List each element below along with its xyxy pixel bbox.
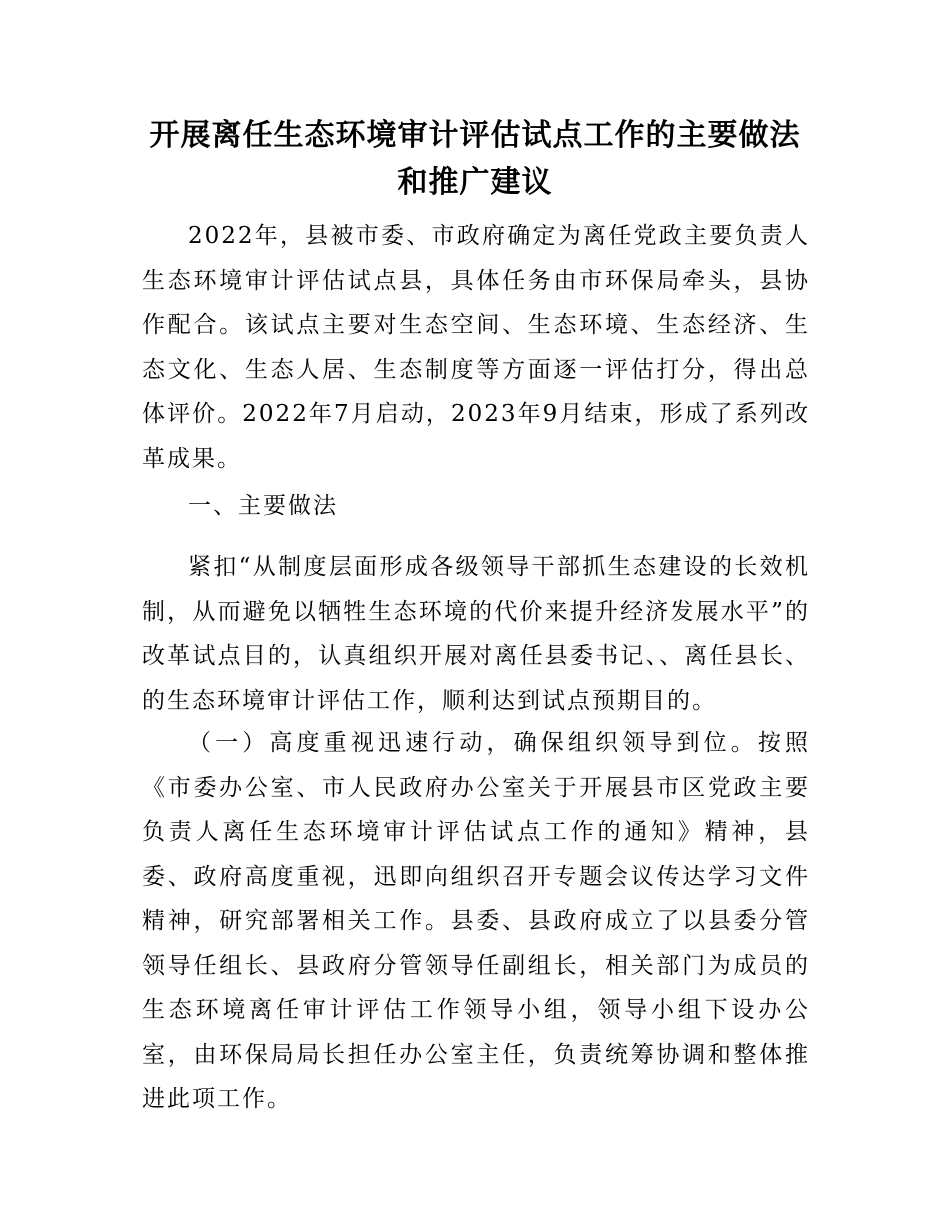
intro-paragraph: 2022年，县被市委、市政府确定为离任党政主要负责人生态环境审计评估试点县，具体任务由市环保局牵头，县协作配合。该试点主要对生态空间、生态环境、生态经济、生态文化、生态人居、生态制度等方面逐一评估打分，得出总体评价。2022年7月启动，2023年9月结束，形成了系列改革成果。 xyxy=(142,223,810,472)
section-intro-paragraph: 紧扣“从制度层面形成各级领导干部抓生态建设的长效机制，从而避免以牺牲生态环境的代价来提升经济发展水平”的改革试点目的，认真组织开展对离任县委书记、、离任县长、的生态环境审计评估工作，顺利达到试点预期目的。 xyxy=(142,554,810,714)
section-heading-main-practices: 一、主要做法 xyxy=(188,493,338,519)
document-title: 开展离任生态环境审计评估试点工作的主要做法和推广建议 xyxy=(149,118,801,200)
section-item-paragraph: （一）高度重视迅速行动，确保组织领导到位。按照《市委办公室、市人民政府办公室关于开展县市区党政主要负责人离任生态环境审计评估试点工作的通知》精神，县委、政府高度重视，迅即向组织召开专题会议传达学习文件精神，研究部署相关工作。县委、县政府成立了以县委分管领导任组长、县政府分管领导任副组长，相关部门为成员的生态环境离任审计评估工作领导小组，领导小组下设办公室，由环保局局长担任办公室主任，负责统筹协调和整体推进此项工作。 xyxy=(142,730,810,1112)
